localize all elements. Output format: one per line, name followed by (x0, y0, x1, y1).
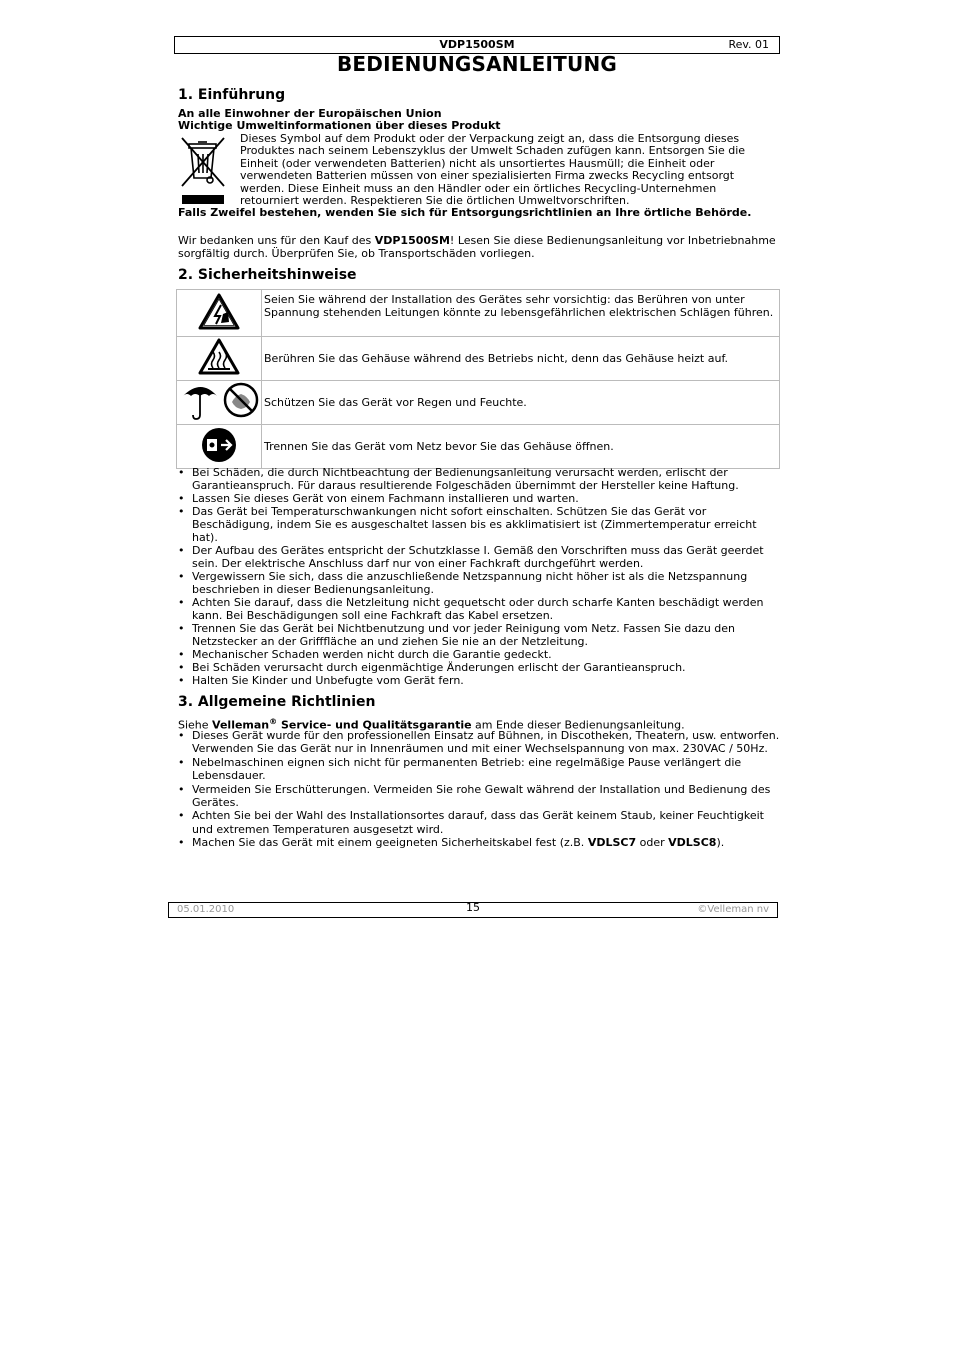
list-item: • Achten Sie darauf, dass die Netzleitung nicht gequetscht oder durch scharfe Kanten beschädigt werden kann. Bei Beschädigungen soll eine Fachkraft das Kabel ersetzen. (178, 596, 780, 622)
safety-icon-cell (177, 381, 262, 425)
list-item: • Achten Sie bei der Wahl des Installationsortes darauf, dass das Gerät keinem Staub, keiner Feuchtigkeit und extremen Temperaturen ausgesetzt wird. (178, 809, 780, 836)
list-item (178, 836, 780, 849)
guarantee-text-start: Siehe (178, 718, 213, 732)
safety-icon-cell (177, 290, 262, 337)
safety-text-cell: Berühren Sie das Gehäuse während des Betriebs nicht, denn das Gehäuse heizt auf. (262, 337, 780, 381)
safety-icon-cell (177, 337, 262, 381)
guarantee-text-end: am Ende dieser Bedienungsanleitung. (471, 718, 685, 732)
safety-row (177, 337, 780, 381)
list-item: • Bei Schäden verursacht durch eigenmächtige Änderungen erlischt der Garantieanspruch. (178, 661, 780, 674)
thanks-text-start: Wir bedanken uns für den Kauf des (178, 234, 375, 247)
crossed-out-wheelie-bin-icon (178, 134, 228, 206)
list-item: • Das Gerät bei Temperaturschwankungen nicht sofort einschalten. Schützen Sie das Gerät vor Beschädigung, indem Sie es ausgeschaltet lassen bis es akklimatisiert ist (Zimmertemperatur erreicht hat). (178, 505, 780, 544)
hot-surface-warning-icon (197, 337, 241, 377)
unplug-before-opening-icon (199, 425, 239, 465)
electric-shock-warning-icon (197, 292, 241, 332)
safety-cable-text-end: ). (716, 836, 725, 850)
footer-copyright: ©Velleman nv (697, 904, 769, 915)
list-item: • Dieses Gerät wurde für den professionellen Einsatz auf Bühnen, in Discotheken, Theatern, usw. entworfen. Verwenden Sie das Gerät nur in Innenräumen und mit einer Wechselspannung von max. 230VAC / 50Hz. (178, 729, 780, 756)
safety-symbols-table (176, 289, 780, 469)
safety-row (177, 425, 780, 469)
section-heading-general-guidelines: 3. Allgemeine Richtlinien (178, 694, 376, 710)
registered-mark: ® (269, 717, 278, 726)
environmental-info-heading: Wichtige Umweltinformationen über dieses Produkt (178, 119, 501, 132)
section-heading-safety: 2. Sicherheitshinweise (178, 267, 357, 283)
list-item: • Nebelmaschinen eignen sich nicht für permanenten Betrieb: eine regelmäßige Pause verlängert die Lebensdauer. (178, 756, 780, 783)
guarantee-title: Service- und Qualitätsgarantie (277, 718, 472, 732)
safety-row (177, 381, 780, 425)
header-revision: Rev. 01 (728, 38, 769, 51)
safety-cable-text-mid: oder (636, 836, 669, 850)
safety-text-cell: Schützen Sie das Gerät vor Regen und Feuchte. (262, 381, 780, 425)
list-item: • Vermeiden Sie Erschütterungen. Vermeiden Sie rohe Gewalt während der Installation und Bedienung des Gerätes. (178, 783, 780, 810)
document-title: BEDIENUNGSANLEITUNG (336, 52, 618, 76)
footer-page-number: 15 (466, 901, 480, 914)
safety-text-cell: Seien Sie während der Installation des Gerätes sehr vorsichtig: das Berühren von unter Spannung stehenden Leitungen könnte zu lebensgefährlichen elektrischen Schlägen führen. (262, 290, 780, 337)
eu-residents-heading: An alle Einwohner der Europäischen Union (178, 107, 442, 120)
list-item: • Bei Schäden, die durch Nichtbeachtung der Bedienungsanleitung verursacht werden, erlischt der Garantieanspruch. Für daraus resultierende Folgeschäden übernimmt der Hersteller keine Haftung. (178, 466, 780, 492)
safety-icon-cell (177, 425, 262, 469)
safety-cable-text-start: Machen Sie das Gerät mit einem geeigneten Sicherheitskabel fest (z.B. (192, 836, 588, 850)
page-footer (168, 902, 778, 918)
brand-name: Velleman (212, 718, 270, 732)
thank-you-paragraph (178, 234, 778, 260)
list-item: • Mechanischer Schaden werden nicht durch die Garantie gedeckt. (178, 648, 780, 661)
thanks-model-name: VDP1500SM (374, 234, 450, 247)
umbrella-no-moisture-icon (177, 381, 261, 421)
list-item: • Lassen Sie dieses Gerät von einem Fachmann installieren und warten. (178, 492, 780, 505)
section-heading-introduction: 1. Einführung (178, 87, 286, 103)
list-item: • Vergewissern Sie sich, dass die anzuschließende Netzspannung nicht höher ist als die Netzspannung beschrieben in dieser Bedienungsanleitung. (178, 570, 780, 596)
safety-bullet-list (178, 466, 780, 687)
safety-row (177, 290, 780, 337)
list-item: • Halten Sie Kinder und Unbefugte vom Gerät fern. (178, 674, 780, 687)
header-model: VDP1500SM (439, 38, 515, 51)
safety-cable-model-2: VDLSC8 (668, 836, 717, 850)
thanks-text-end: ! Lesen Sie diese Bedienungsanleitung vor Inbetriebnahme sorgfältig durch. Überprüfen Sie, ob Transportschäden vorliegen. (178, 234, 776, 260)
environmental-info-text: Dieses Symbol auf dem Produkt oder der Verpackung zeigt an, dass die Entsorgung dieses Produktes nach seinem Lebenszyklus der Umwelt Schaden zufügen kann. Entsorgen Sie die Einheit (oder verwendeten Batterien) nicht als unsortiertes Hausmüll; die Einheit oder verwendeten Batterien müssen von einer spezialisierten Firma zwecks Recycling entsorgt werden. Diese Einheit muss an den Händler oder ein örtliches Recycling-Unternehmen retourniert werden. Respektieren Sie die örtlichen Umweltvorschriften. (240, 132, 746, 208)
safety-cable-model-1: VDLSC7 (587, 836, 637, 850)
footer-date: 05.01.2010 (177, 904, 235, 915)
list-item: • Trennen Sie das Gerät bei Nichtbenutzung und vor jeder Reinigung vom Netz. Fassen Sie dazu den Netzstecker an der Grifffläche an und ziehen Sie nie an der Netzleitung. (178, 622, 780, 648)
safety-text-cell: Trennen Sie das Gerät vom Netz bevor Sie das Gehäuse öffnen. (262, 425, 780, 469)
guidelines-bullet-list (178, 729, 780, 850)
list-item: • Der Aufbau des Gerätes entspricht der Schutzklasse I. Gemäß den Vorschriften muss das Gerät geerdet sein. Der elektrische Anschluss darf nur von einer Fachkraft durchgeführt werden. (178, 544, 780, 570)
disposal-doubt-text: Falls Zweifel bestehen, wenden Sie sich für Entsorgungsrichtlinien an Ihre örtliche Behörde. (178, 206, 752, 219)
